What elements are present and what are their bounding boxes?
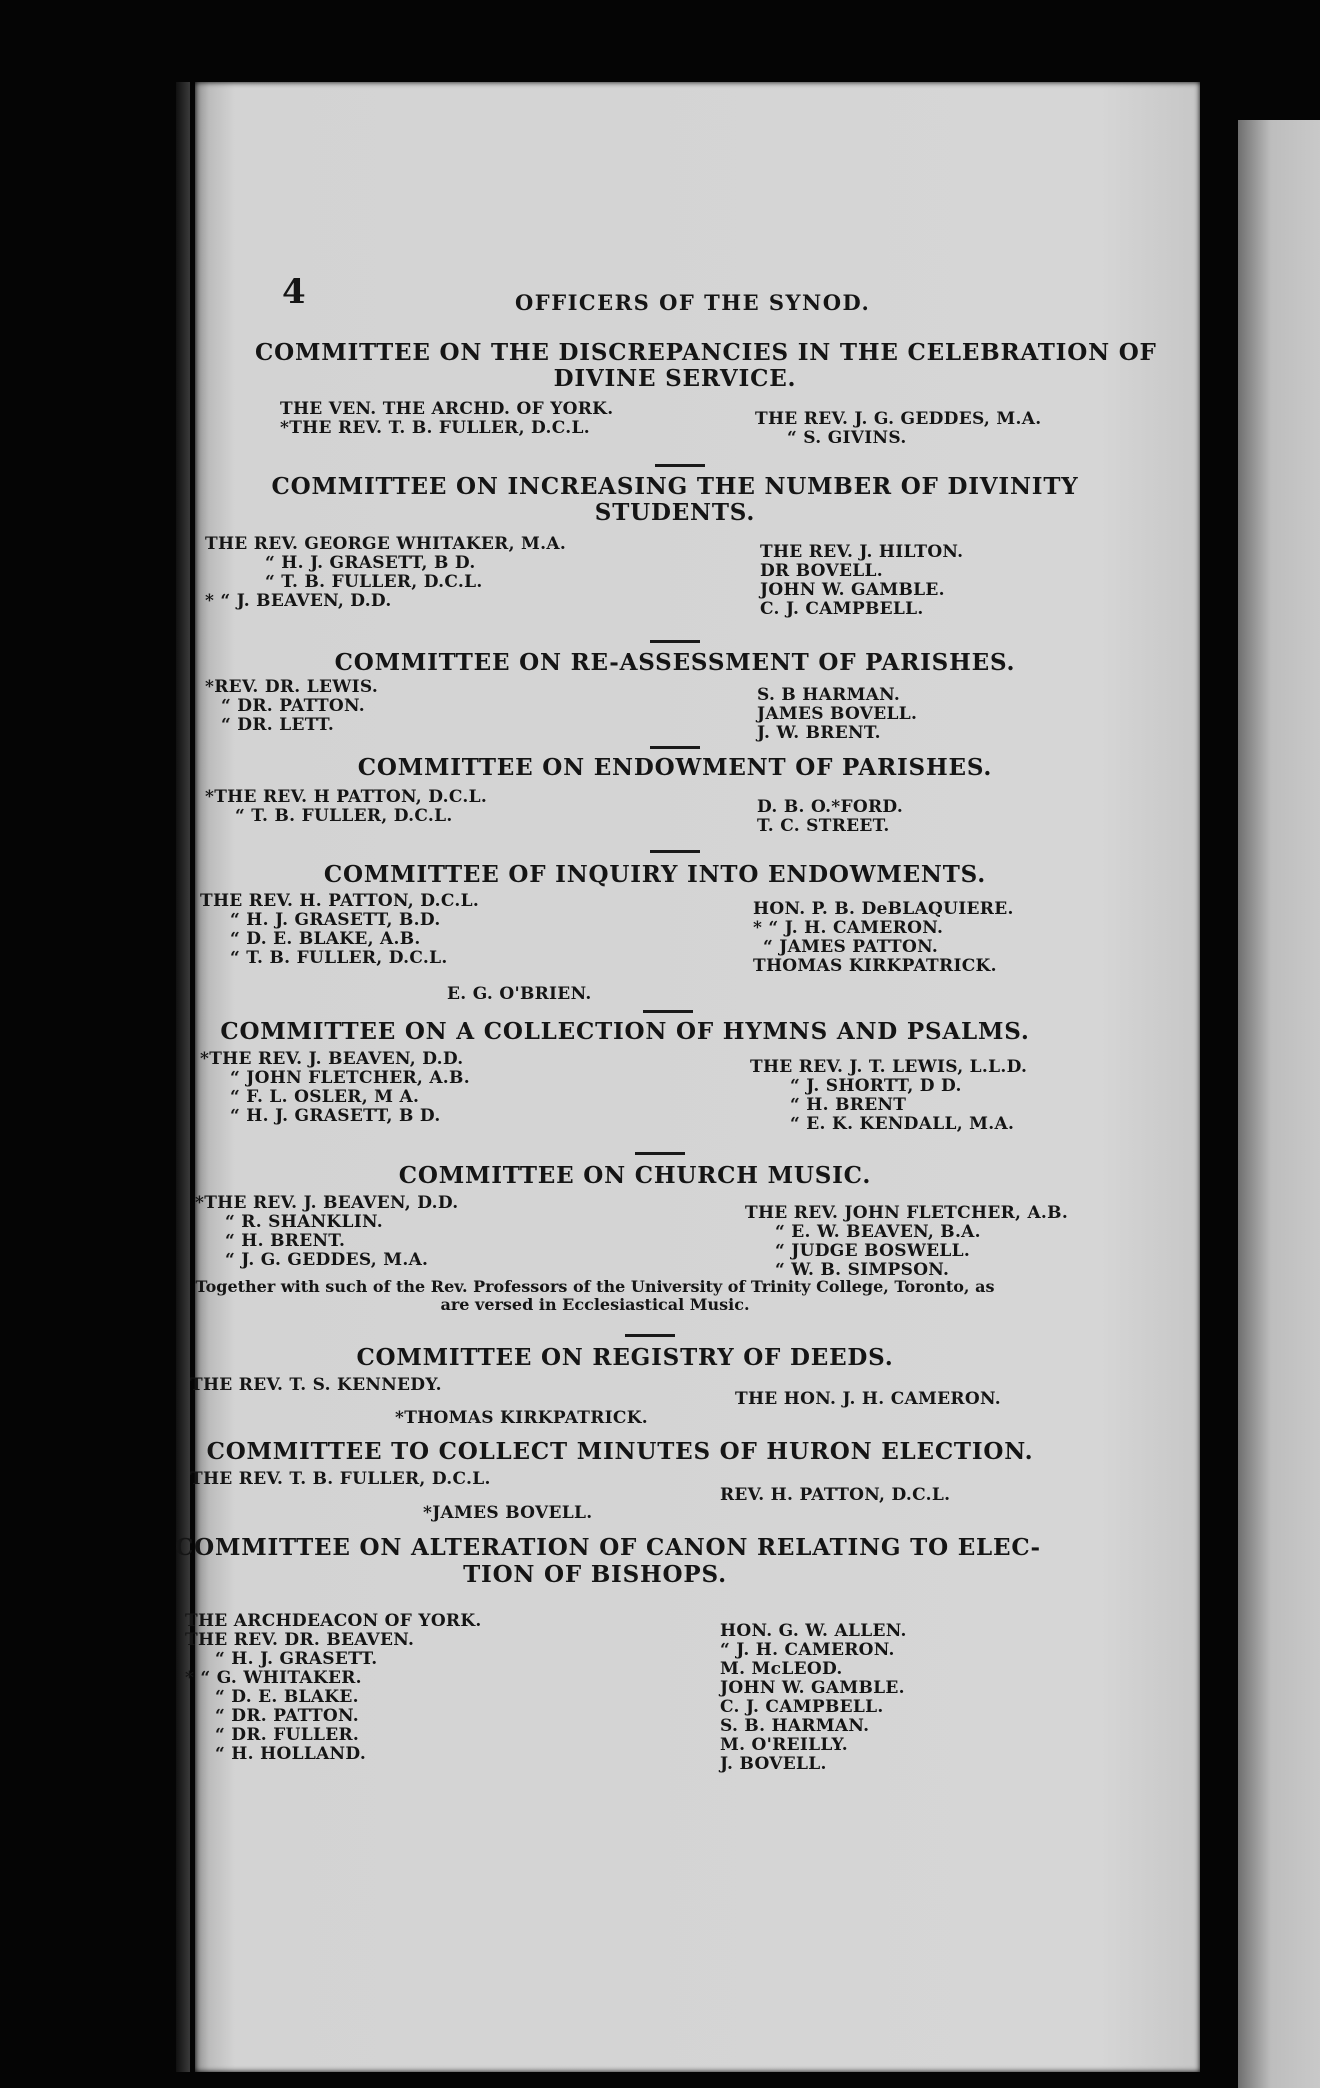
member-name: THE REV. J. T. LEWIS, L.L.D. xyxy=(750,1057,1028,1077)
book-spine-shadow xyxy=(176,82,190,2072)
section-heading-registry-deeds: COMMITTEE ON REGISTRY OF DEEDS. xyxy=(356,1344,894,1371)
note-line: Together with such of the Rev. Professors of the University of Trinity College, Toronto, as xyxy=(195,1277,995,1296)
members-right xyxy=(757,798,903,836)
member-name: “ DR. PATTON. xyxy=(221,696,365,716)
section-heading-church-music: COMMITTEE ON CHURCH MUSIC. xyxy=(398,1162,872,1189)
members-left xyxy=(205,678,378,735)
member-name: “ E. W. BEAVEN, B.A. xyxy=(775,1222,981,1242)
section-divider xyxy=(635,1152,685,1155)
member-name: “ D. E. BLAKE. xyxy=(215,1687,359,1707)
member-left: THE REV. T. S. KENNEDY. xyxy=(190,1375,442,1395)
members-right xyxy=(750,1058,1027,1134)
member-name: “ T. B. FULLER, D.C.L. xyxy=(230,948,448,968)
member-name: THE REV. JOHN FLETCHER, A.B. xyxy=(745,1203,1069,1223)
member-name: “ R. SHANKLIN. xyxy=(225,1212,383,1232)
member-name: S. B HARMAN. xyxy=(757,685,901,705)
section-divider xyxy=(650,746,700,749)
member-name: “ DR. PATTON. xyxy=(215,1706,359,1726)
section-divider xyxy=(643,1010,693,1013)
member-name: THE REV. DR. BEAVEN. xyxy=(185,1630,415,1650)
member-name: “ S. GIVINS. xyxy=(787,428,907,448)
note-line: are versed in Ecclesiastical Music. xyxy=(440,1295,750,1314)
member-name: JAMES BOVELL. xyxy=(757,704,918,724)
member-name: M. O'REILLY. xyxy=(720,1735,848,1755)
member-name: “ DR. LETT. xyxy=(221,715,335,735)
member-name: C. J. CAMPBELL. xyxy=(720,1697,884,1717)
member-name: J. BOVELL. xyxy=(720,1754,827,1774)
members-left xyxy=(200,892,479,968)
heading-line: TION OF BISHOPS. xyxy=(463,1561,727,1588)
member-name: “ H. J. GRASETT. xyxy=(215,1649,378,1669)
members-right xyxy=(755,410,1041,448)
section-heading-discrepancies xyxy=(255,339,1157,392)
members-left xyxy=(205,535,566,611)
members-right xyxy=(760,543,963,619)
member-name: JOHN W. GAMBLE. xyxy=(720,1678,905,1698)
member-name: “ D. E. BLAKE, A.B. xyxy=(230,929,421,949)
member-name: T. C. STREET. xyxy=(757,816,890,836)
section-heading-reassessment: COMMITTEE ON RE-ASSESSMENT OF PARISHES. xyxy=(334,649,1016,676)
member-name: JOHN W. GAMBLE. xyxy=(760,580,945,600)
section-heading-endowment-parishes: COMMITTEE ON ENDOWMENT OF PARISHES. xyxy=(357,754,993,781)
member-name: HON. G. W. ALLEN. xyxy=(720,1621,907,1641)
member-name: “ H. HOLLAND. xyxy=(215,1744,367,1764)
member-name: “ J. SHORTT, D D. xyxy=(790,1076,962,1096)
member-name: * “ J. BEAVEN, D.D. xyxy=(205,591,392,611)
member-name: * “ G. WHITAKER. xyxy=(185,1668,362,1688)
document-page xyxy=(175,82,1200,2072)
member-name: THE REV. H. PATTON, D.C.L. xyxy=(200,891,480,911)
section-heading-huron-election: COMMITTEE TO COLLECT MINUTES OF HURON ELECTION. xyxy=(206,1438,1034,1465)
member-right: REV. H. PATTON, D.C.L. xyxy=(720,1485,951,1505)
member-name: *THE REV. J. BEAVEN, D.D. xyxy=(200,1049,464,1069)
facing-page-edge xyxy=(1238,120,1320,2088)
member-name: M. McLEOD. xyxy=(720,1659,843,1679)
member-name: C. J. CAMPBELL. xyxy=(760,599,924,619)
heading-line: STUDENTS. xyxy=(594,499,756,526)
member-name: *THE REV. T. B. FULLER, D.C.L. xyxy=(280,418,590,438)
member-right: THE HON. J. H. CAMERON. xyxy=(735,1389,1001,1409)
member-name: DR BOVELL. xyxy=(760,561,883,581)
members-left xyxy=(185,1612,482,1764)
section-divider xyxy=(655,464,705,467)
member-name: “ H. J. GRASETT, B D. xyxy=(230,1106,441,1126)
church-music-note xyxy=(190,1278,1000,1314)
member-left: THE REV. T. B. FULLER, D.C.L. xyxy=(190,1469,491,1489)
member-name: THE VEN. THE ARCHD. OF YORK. xyxy=(280,399,614,419)
member-name: “ JUDGE BOSWELL. xyxy=(775,1241,971,1261)
section-divider xyxy=(650,850,700,853)
member-name: “ JAMES PATTON. xyxy=(763,937,939,957)
member-name: “ E. K. KENDALL, M.A. xyxy=(790,1114,1015,1134)
members-right xyxy=(745,1204,1068,1280)
member-name: HON. P. B. DeBLAQUIERE. xyxy=(753,899,1014,919)
members-left xyxy=(200,1050,470,1126)
members-left xyxy=(195,1194,459,1270)
member-name: *THE REV. J. BEAVEN, D.D. xyxy=(195,1193,459,1213)
member-name: J. W. BRENT. xyxy=(757,723,881,743)
heading-line: COMMITTEE ON ALTERATION OF CANON RELATING TO ELEC- xyxy=(175,1534,1041,1561)
members-right xyxy=(753,900,1014,976)
member-name: “ JOHN FLETCHER, A.B. xyxy=(230,1068,470,1088)
member-name: THE REV. GEORGE WHITAKER, M.A. xyxy=(205,534,567,554)
member-name: “ T. B. FULLER, D.C.L. xyxy=(265,572,483,592)
member-name: “ H. J. GRASETT, B D. xyxy=(265,553,476,573)
section-heading-divinity-students xyxy=(255,474,1095,526)
member-name: “ H. BRENT. xyxy=(225,1231,346,1251)
heading-line: DIVINE SERVICE. xyxy=(553,365,797,392)
members-right xyxy=(757,686,917,743)
member-name: THE REV. J. HILTON. xyxy=(760,542,964,562)
section-heading-inquiry-endowments: COMMITTEE OF INQUIRY INTO ENDOWMENTS. xyxy=(323,861,987,888)
member-name: “ T. B. FULLER, D.C.L. xyxy=(235,806,453,826)
section-heading-canon-alteration xyxy=(175,1534,1041,1588)
member-name: “ J. H. CAMERON. xyxy=(720,1640,895,1660)
heading-line: COMMITTEE ON THE DISCREPANCIES IN THE CELEBRATION OF xyxy=(255,339,1157,366)
member-name: “ J. G. GEDDES, M.A. xyxy=(225,1250,429,1270)
members-left xyxy=(280,400,613,438)
member-name: THOMAS KIRKPATRICK. xyxy=(753,956,997,976)
member-name: THE ARCHDEACON OF YORK. xyxy=(185,1611,482,1631)
section-heading-hymns-psalms: COMMITTEE ON A COLLECTION OF HYMNS AND PSALMS. xyxy=(220,1018,1030,1045)
member-center: *JAMES BOVELL. xyxy=(423,1503,593,1523)
running-title: OFFICERS OF THE SYNOD. xyxy=(515,290,871,315)
member-name: “ DR. FULLER. xyxy=(215,1725,360,1745)
member-name: “ H. BRENT xyxy=(790,1095,907,1115)
page-number: 4 xyxy=(282,272,306,312)
member-name: D. B. O.*FORD. xyxy=(757,797,904,817)
member-name: S. B. HARMAN. xyxy=(720,1716,870,1736)
member-name: *THE REV. H PATTON, D.C.L. xyxy=(205,787,488,807)
section-divider xyxy=(650,640,700,643)
member-name: * “ J. H. CAMERON. xyxy=(753,918,944,938)
member-name: “ F. L. OSLER, M A. xyxy=(230,1087,420,1107)
member-center: *THOMAS KIRKPATRICK. xyxy=(395,1408,649,1428)
members-right xyxy=(720,1622,907,1774)
members-left xyxy=(205,788,487,826)
heading-line: COMMITTEE ON INCREASING THE NUMBER OF DIVINITY xyxy=(271,473,1079,500)
member-name: THE REV. J. G. GEDDES, M.A. xyxy=(755,409,1042,429)
member-name: “ H. J. GRASETT, B.D. xyxy=(230,910,441,930)
section-divider xyxy=(625,1334,675,1337)
member-name: “ W. B. SIMPSON. xyxy=(775,1260,950,1280)
member-center: E. G. O'BRIEN. xyxy=(447,984,592,1004)
member-name: *REV. DR. LEWIS. xyxy=(205,677,379,697)
